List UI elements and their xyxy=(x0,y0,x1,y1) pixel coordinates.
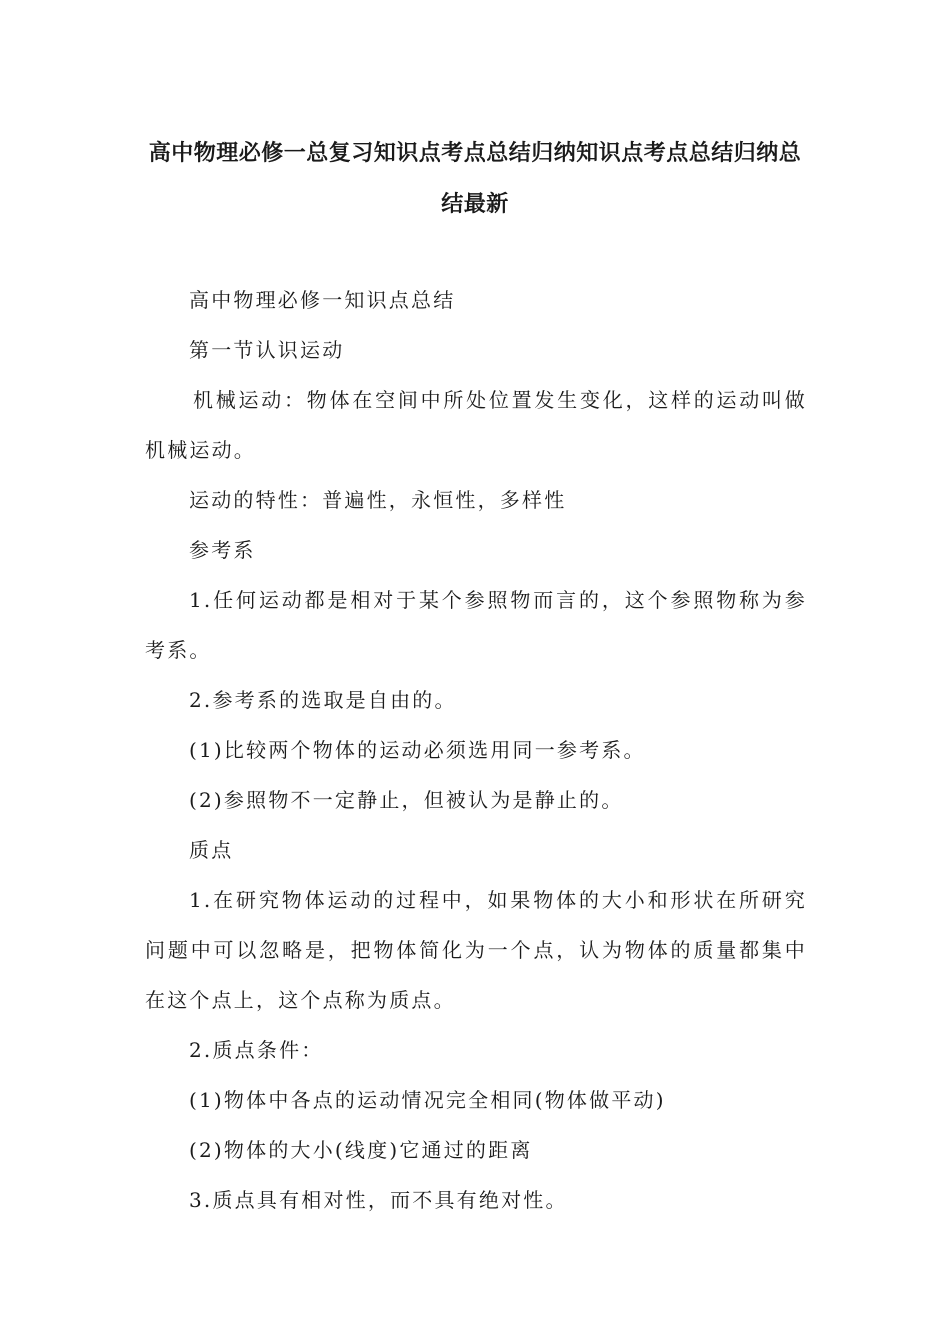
paragraph: 高中物理必修一知识点总结 xyxy=(189,288,456,312)
paragraph: 2.参考系的选取是自由的。 xyxy=(189,688,457,712)
paragraph: (1)比较两个物体的运动必须选用同一参考系。 xyxy=(189,738,646,762)
paragraph: (2)参照物不一定静止，但被认为是静止的。 xyxy=(189,788,624,812)
document-title: 高中物理必修一总复习知识点考点总结归纳知识点考点总结归纳总结最新 xyxy=(148,141,802,217)
paragraph: 第一节认识运动 xyxy=(189,338,345,362)
document-body xyxy=(145,275,807,1225)
paragraph: 运动的特性：普遍性，永恒性，多样性 xyxy=(189,488,567,512)
paragraph: 机械运动：物体在空间中所处位置发生变化，这样的运动叫做机械运动。 xyxy=(145,388,807,462)
paragraph: 1.在研究物体运动的过程中，如果物体的大小和形状在所研究问题中可以忽略是，把物体简化为一个点，认为物体的质量都集中在这个点上，这个点称为质点。 xyxy=(145,888,807,1012)
paragraph: 质点 xyxy=(189,838,234,862)
paragraph: (1)物体中各点的运动情况完全相同(物体做平动) xyxy=(189,1088,666,1112)
paragraph: (2)物体的大小(线度)它通过的距离 xyxy=(189,1138,533,1162)
paragraph: 2.质点条件： xyxy=(189,1038,324,1062)
paragraph: 参考系 xyxy=(189,538,256,562)
paragraph: 3.质点具有相对性，而不具有绝对性。 xyxy=(189,1188,568,1212)
paragraph: 1.任何运动都是相对于某个参照物而言的，这个参照物称为参考系。 xyxy=(145,588,807,662)
